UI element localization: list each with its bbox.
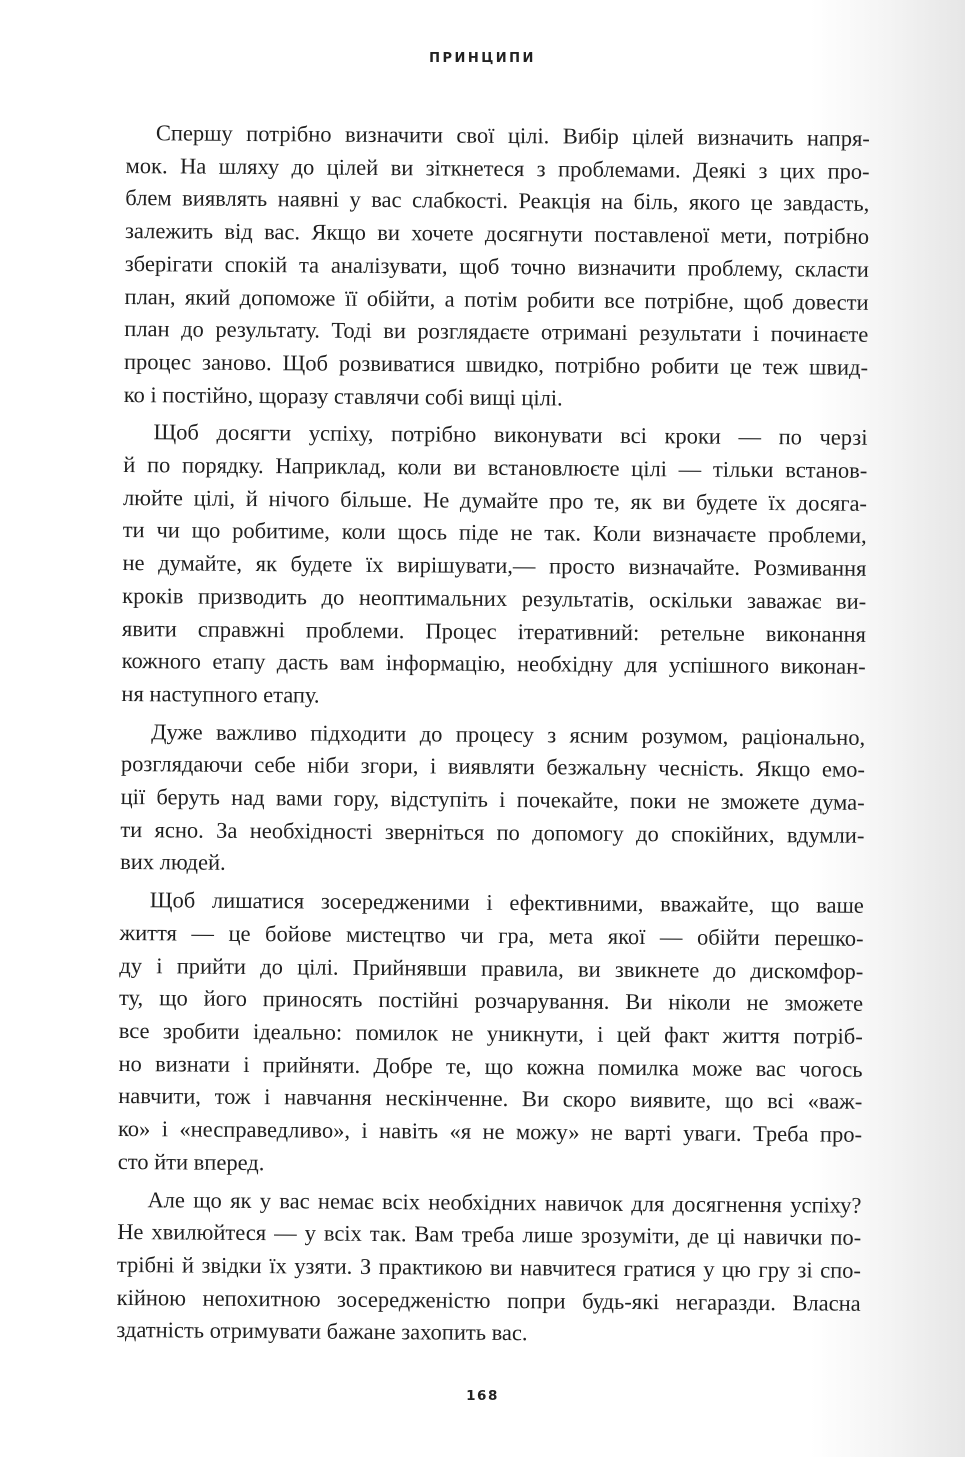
text-line: розглядаючи себе ніби згори, і виявляти безжальну чесність. Якщо емо- bbox=[120, 751, 865, 783]
text-line: навчити, тож і навчання нескінченне. Ви скоро виявите, що всі «важ- bbox=[118, 1083, 863, 1115]
text-line: план до результату. Тоді ви розглядаєте отримані результати і починаєте bbox=[124, 316, 869, 348]
text-line: явити справжні проблеми. Процес ітеративний: ретельне виконання bbox=[121, 615, 867, 647]
text-line: но визнати і прийняти. Добре те, що кожна помилка може вас чогось bbox=[118, 1050, 863, 1082]
text-line: Спершу потрібно визначити свої цілі. Вибір цілей визначить напря- bbox=[155, 120, 870, 151]
body-text bbox=[116, 117, 870, 1358]
text-line: мок. На шляху до цілей ви зіткнетеся з проблемами. Деякі з цих про- bbox=[125, 152, 870, 184]
text-line: зберігати спокій та аналізувати, щоб точно визначити проблему, скласти bbox=[124, 250, 869, 282]
text-line: процес заново. Щоб розвиватися швидко, потрібно робити це теж швид- bbox=[123, 348, 869, 380]
text-line: ду і прийти до цілі. Прийнявши правила, ви звикнете до дискомфор- bbox=[119, 952, 864, 984]
text-line: життя — це бойове мистецтво чи гра, мета якої — обійти перешко- bbox=[119, 919, 864, 951]
text-line: трібні й звідки їх узяти. З практикою ви навчитеся гратися у цю гру зі спо- bbox=[116, 1251, 862, 1283]
text-line: здатність отримувати бажане захопить вас. bbox=[116, 1317, 528, 1346]
text-line: сто йти вперед. bbox=[117, 1148, 265, 1175]
text-line: й по порядку. Наприклад, коли ви встановлюєте цілі — тільки встанов- bbox=[123, 452, 868, 483]
text-line: Щоб лишатися зосередженими і ефективними, вважайте, що ваше bbox=[149, 887, 864, 918]
text-line: план, який допоможе її обійти, а потім робити все потрібне, щоб довести bbox=[124, 283, 869, 315]
paragraph-3 bbox=[120, 716, 865, 885]
text-line: Дуже важливо підходити до процесу з ясним розумом, раціонально, bbox=[151, 718, 866, 750]
text-line: ко» і «несправедливо», і навіть «я не можу» не варті уваги. Треба про- bbox=[117, 1116, 863, 1147]
text-line: вих людей. bbox=[120, 849, 226, 876]
text-line: ції беруть над вами гору, відступіть і почекайте, поки не зможете дума- bbox=[120, 784, 865, 815]
text-line: залежить від вас. Якщо ви хочете досягнути поставленої мети, потрібно bbox=[125, 218, 870, 249]
text-line: блем виявлять наявні у вас слабкості. Реакція на біль, якого це завдасть, bbox=[125, 185, 870, 217]
paragraph-5 bbox=[116, 1183, 861, 1352]
text-line: все зробити ідеально: помилок не уникнути, і цей факт життя потріб- bbox=[118, 1017, 863, 1049]
text-line: ти ясно. За необхідності зверніться по допомогу до спокійних, вдумли- bbox=[120, 816, 865, 848]
text-line: не думайте, як будете їх вирішувати,— просто визначайте. Розмивання bbox=[122, 550, 867, 581]
text-line: кійною непохитною зосередженістю попри будь-які негаразди. Власна bbox=[116, 1284, 861, 1316]
text-line: ту, що його приносять постійні розчарування. Ви ніколи не зможете bbox=[118, 985, 864, 1017]
paragraph-2 bbox=[121, 416, 867, 716]
text-line: кроків призводить до неоптимальних результатів, оскільки заважає ви- bbox=[122, 582, 867, 614]
paragraph-1 bbox=[124, 117, 870, 417]
paragraph-4 bbox=[118, 884, 864, 1184]
text-line: Не хвилюйтеся — у всіх так. Вам треба лише зрозуміти, де ці навички по- bbox=[117, 1219, 862, 1251]
running-title: ПРИНЦИПИ bbox=[429, 51, 536, 66]
text-line: кожного етапу дасть вам інформацію, необхідну для успішного виконан- bbox=[121, 648, 866, 680]
text-line: люйте цілі, й нічого більше. Не думайте про те, як ви будете їх досяга- bbox=[122, 484, 868, 516]
text-line: ня наступного етапу. bbox=[121, 680, 320, 708]
text-line: ко і постійно, щоразу ставлячи собі вищі цілі. bbox=[123, 381, 563, 411]
page-number: 168 bbox=[466, 1388, 499, 1404]
text-line: ти чи що робитиме, коли щось піде не так. Коли визначаєте проблеми, bbox=[122, 517, 867, 549]
text-line: Але що як у вас немає всіх необхідних навичок для досягнення успіху? bbox=[147, 1186, 862, 1218]
text-line: Щоб досягти успіху, потрібно виконувати всі кроки — по черзі bbox=[153, 419, 868, 451]
